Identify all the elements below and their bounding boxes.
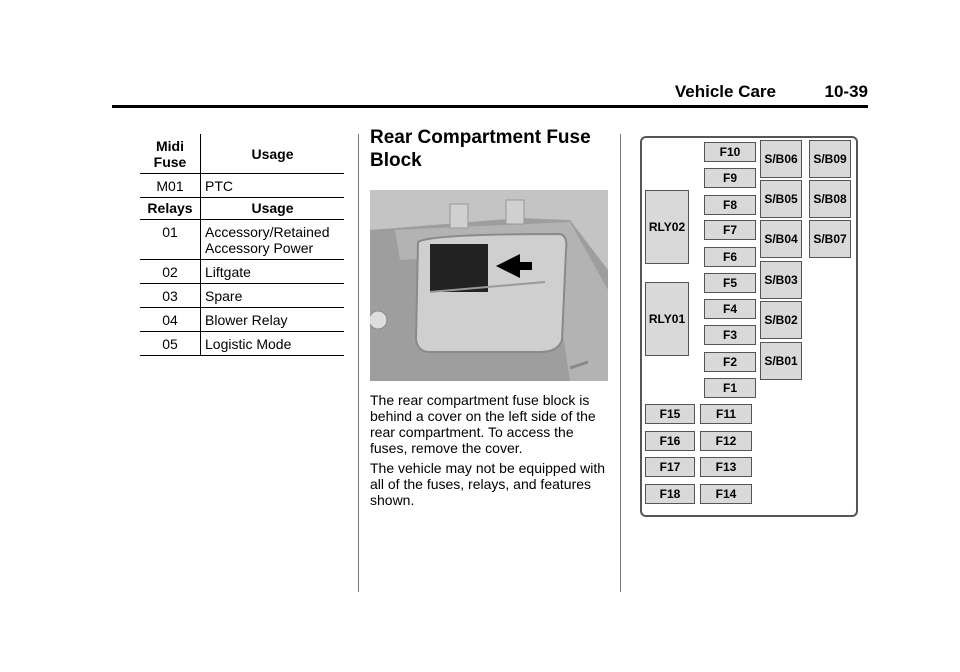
header-rule <box>112 105 868 108</box>
fuse: F15 <box>645 404 695 424</box>
section-name: Vehicle Care <box>674 82 776 101</box>
column-divider <box>358 134 359 592</box>
relay: RLY01 <box>645 282 689 356</box>
column-divider <box>620 134 621 592</box>
page-header <box>112 80 868 104</box>
fuse: F9 <box>704 168 756 188</box>
usage-cell: Blower Relay <box>201 308 345 332</box>
fuse-sb: S/B06 <box>760 140 802 178</box>
column-header: Usage <box>201 196 345 220</box>
table-row <box>140 284 344 308</box>
fuse: F8 <box>704 195 756 215</box>
relay-id-cell: 02 <box>140 260 201 284</box>
usage-cell: Spare <box>201 284 345 308</box>
fuse: F1 <box>704 378 756 398</box>
table-header-row <box>140 134 344 174</box>
fuse: F3 <box>704 325 756 345</box>
relay: RLY02 <box>645 190 689 264</box>
page-number: 10-39 <box>824 82 868 101</box>
column-header: Midi Fuse <box>140 134 201 174</box>
rear-compartment-photo <box>370 190 608 381</box>
table-row <box>140 220 344 260</box>
fuse-sb: S/B07 <box>809 220 851 258</box>
fuse-sb: S/B04 <box>760 220 802 258</box>
relay-id-cell: 04 <box>140 308 201 332</box>
fuse: F17 <box>645 457 695 477</box>
fuse-sb: S/B08 <box>809 180 851 218</box>
fuse: F14 <box>700 484 752 504</box>
cover-illustration <box>370 190 608 381</box>
fuse-id-cell: M01 <box>140 174 201 198</box>
column-header: Usage <box>201 134 345 174</box>
fuse-block-diagram <box>640 136 858 517</box>
table-row <box>140 260 344 284</box>
description-paragraph: The rear compartment fuse block is behind a cover on the left side of the rear compartment. To access the fuses, remove the cover. <box>370 392 596 456</box>
fuse-sb: S/B02 <box>760 301 802 339</box>
fuse: F2 <box>704 352 756 372</box>
fuse: F11 <box>700 404 752 424</box>
fuse: F7 <box>704 220 756 240</box>
fuse: F4 <box>704 299 756 319</box>
fuse: F5 <box>704 273 756 293</box>
relays-table <box>140 196 344 356</box>
table-row <box>140 332 344 356</box>
usage-cell: Liftgate <box>201 260 345 284</box>
fuse-sb: S/B05 <box>760 180 802 218</box>
usage-cell: Accessory/Retained Accessory Power <box>201 220 345 260</box>
fuse: F18 <box>645 484 695 504</box>
table-header-row <box>140 196 344 220</box>
relay-id-cell: 05 <box>140 332 201 356</box>
fuse-sb: S/B09 <box>809 140 851 178</box>
column-header: Relays <box>140 196 201 220</box>
usage-cell: Logistic Mode <box>201 332 345 356</box>
table-row <box>140 308 344 332</box>
table-row <box>140 174 344 198</box>
fuse-sb: S/B01 <box>760 342 802 380</box>
fuse-sb: S/B03 <box>760 261 802 299</box>
fuse: F13 <box>700 457 752 477</box>
fuse: F6 <box>704 247 756 267</box>
relay-id-cell: 01 <box>140 220 201 260</box>
fuse: F16 <box>645 431 695 451</box>
note-paragraph: The vehicle may not be equipped with all of the fuses, relays, and features shown. <box>370 460 606 508</box>
relay-id-cell: 03 <box>140 284 201 308</box>
usage-cell: PTC <box>201 174 345 198</box>
fuse: F12 <box>700 431 752 451</box>
midi-fuse-table <box>140 134 344 198</box>
section-title: Rear Compartment Fuse Block <box>370 127 591 171</box>
fuse: F10 <box>704 142 756 162</box>
